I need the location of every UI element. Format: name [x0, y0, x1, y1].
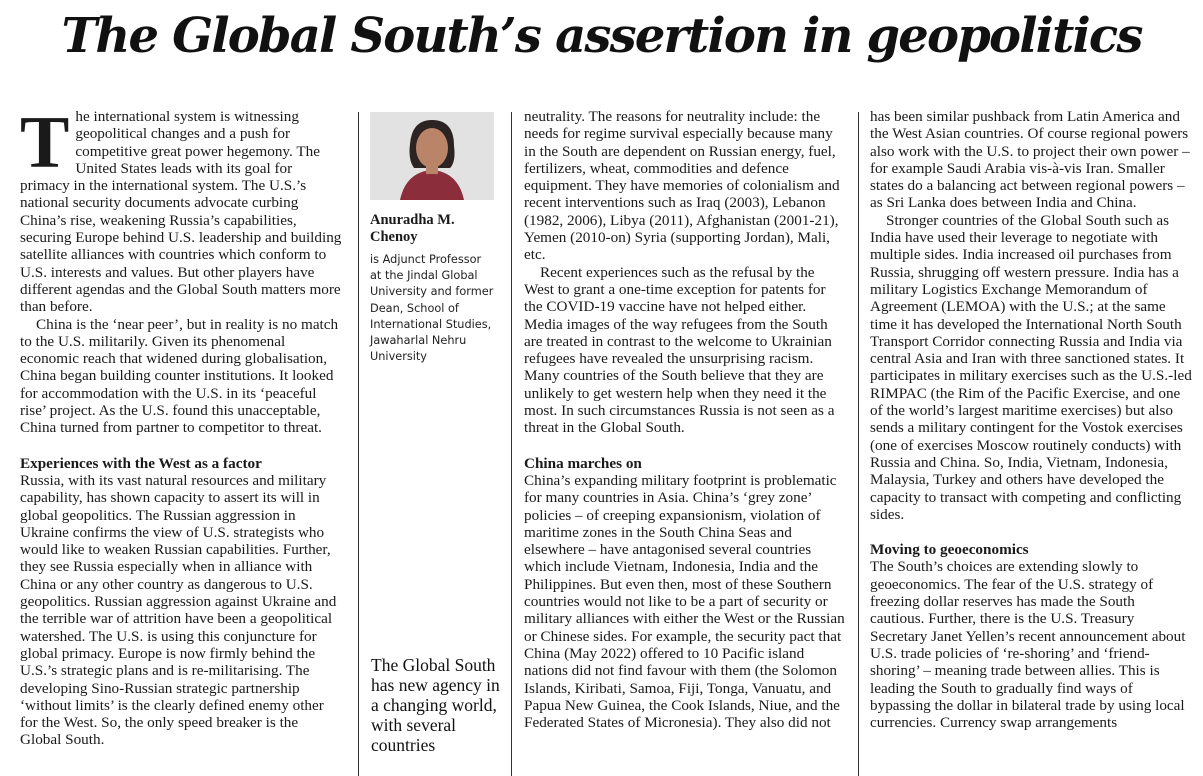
column-rule — [858, 112, 859, 776]
article-paragraph: The South’s choices are extending slowly to geoeconomics. The fear of the U.S. strategy of freezing dollar reserves has made the South cautious. Further, there is the U.S. Treasury Secretary Janet Yellen’s recent announcement about U.S. trade policies of ‘re-shoring’ and ‘friend-shoring’ – meaning trade between allies. This is leading the South to gradually find ways of bypassing the dollar in bilateral trade by using local currencies. Currency swap arrangements — [870, 558, 1186, 732]
column-rule — [511, 112, 512, 776]
article-column-4 — [870, 108, 1192, 731]
article-paragraph: China’s expanding military footprint is problematic for many countries in Asia. China’s ‘grey zone’ policies – of creeping expansionism, violation of maritime zones in the South China Seas and elsewhere – have antagonised several countries which include Vietnam, Indonesia, India and the Philippines. But even then, most of these Southern countries would not like to be a part of security or military alliances with either the West or the Russian or Chinese sides. For example, the security pact that China (May 2022) offered to 10 Pacific island nations did not find favour with them (the Solomon Islands, Kiribati, Samoa, Fiji, Tonga, Vanuatu, and Papua New Guinea, the Cook Islands, Niue, and the Federated States of Micronesia). They also did not — [524, 471, 845, 732]
article-paragraph: China is the ‘near peer’, but in reality is no match to the U.S. militarily. Given its phenomenal economic reach that widened during globalisation, China began building counter institutions. It looked for accommodation with the U.S. in its ‘peaceful rise’ project. As the U.S. found this unacceptable, China turned from partner to competitor to threat. — [20, 315, 339, 437]
section-heading: Experiences with the West as a factor — [20, 454, 262, 472]
author-name: Anuradha M. Chenoy — [370, 212, 455, 245]
article-paragraph: Russia, with its vast natural resources and military capability, has shown capacity to assert its will in global geopolitics. The Russian aggression in Ukraine confirms the view of U.S. strategists who would like to weaken Russian capabilities. Further, they see Russia especially when in alliance with China or any other country as dangerous to U.S. geopolitics. Russian aggression against Ukraine and the terrible war of attrition have been a geopolitical watershed. The U.S. is using this conjuncture for global primacy. Europe is now firmly behind the U.S.’s strategic plans and is re-militarising. The developing Sino-Russian strategic partnership ‘without limits’ is the clearly defined enemy other for the West. So, the only speed breaker is the Global South. — [20, 471, 337, 749]
article-column-3 — [524, 108, 846, 731]
column-rule — [358, 112, 359, 776]
article-paragraph: Stronger countries of the Global South such as India have used their leverage to negotiate with multiple sides. India increased oil purchases from Russia, shrugging off western pressure. India has a military Logistics Exchange Memorandum of Agreement (LEMOA) with the U.S.; at the same time it has developed the International North South Transport Corridor connecting Russia and India via central Asia and Iran with three sanctioned states. It participates in military exercises such as the U.S.-led RIMPAC (the Rim of the Pacific Exercise, and one of the world’s largest maritime exercises) but also sends a military contingent for the Vostok exercises (one of exercises Moscow routinely conducts) with Russia and China. So, India, Vietnam, Indonesia, Malaysia, Turkey and others have developed the capacity to transact with competing and conflicting sides. — [870, 211, 1192, 523]
author-portrait-image — [370, 112, 494, 200]
headline: The Global South’s assertion in geopolitics — [61, 8, 1142, 64]
article-paragraph: The international system is witnessing geopolitical changes and a push for competitive great power hegemony. The United States leads with its goal for primacy in the international system. The U.S.’s national security documents advocate curbing China’s rise, weakening Russia’s capabilities, securing Europe behind U.S. leadership and building satellite alliances with countries which conform to U.S. interests and values. But other players have different agendas and the Global South matters more than before. — [20, 102, 342, 316]
article-paragraph: neutrality. The reasons for neutrality include: the needs for regime survival especially because many in the South are dependent on Russian energy, fuel, fertilizers, wheat, commodities and defence equipment. They have memories of colonialism and recent interventions such as Iraq (2003), Lebanon (1982, 2006), Libya (2011), Afghanistan (2001-21), Yemen (2010-on) Syria (supporting Jordan), Mali, etc. — [524, 108, 840, 264]
author-box — [370, 112, 494, 365]
article-paragraph: Recent experiences such as the refusal by the West to grant a one-time exception for patents for the COVID-19 vaccine have not helped either. Media images of the way refugees from the South are treated in contrast to the welcome to Ukrainian refugees have revealed the unsurprising racism. Many countries of the South believe that they are unlikely to get western help when they need it the most. In such circumstances Russia is not seen as a threat in the Global South. — [524, 263, 835, 437]
author-bio: is Adjunct Professor at the Jindal Global University and former Dean, School of International Studies, Jawaharlal Nehru University — [370, 253, 494, 364]
pull-quote: The Global South has new agency in a changing world, with several countries — [371, 655, 500, 755]
article-paragraph: has been similar pushback from Latin America and the West Asian countries. Of course regional powers also work with the U.S. to project their own power – for example Saudi Arabia vis-à-vis Iran. Smaller states do a balancing act between regional powers – as Sri Lanka does between India and China. — [870, 108, 1190, 212]
article-column-1 — [20, 102, 342, 749]
section-heading: China marches on — [524, 454, 642, 472]
author-photo — [370, 112, 494, 200]
drop-cap: T — [20, 102, 70, 184]
section-heading: Moving to geoeconomics — [870, 541, 1029, 559]
